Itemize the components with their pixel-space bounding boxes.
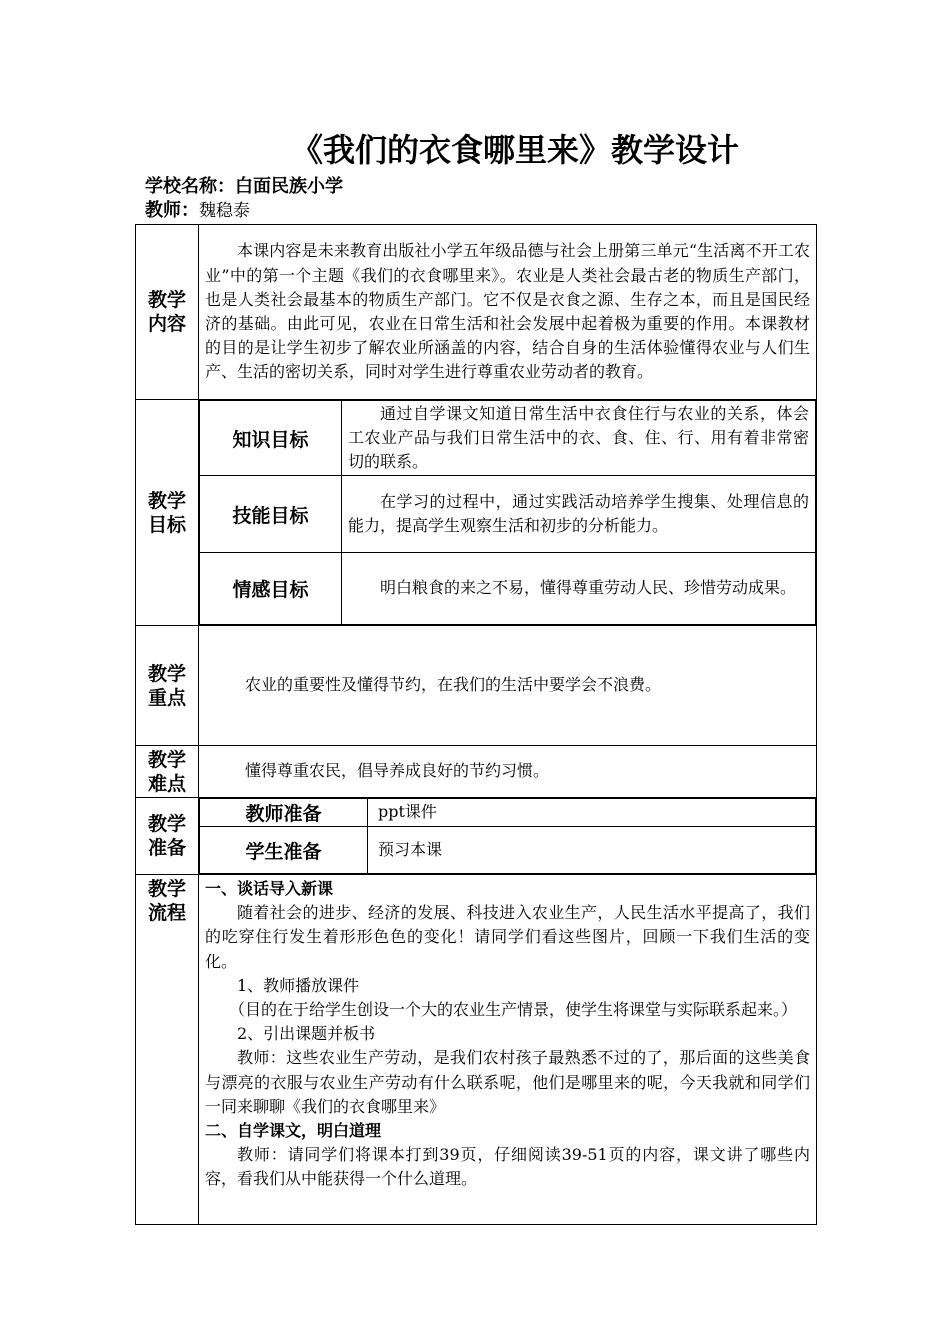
goal-row-emotion [200,553,816,625]
focus-cell [199,626,817,746]
goal-label-skill: 技能目标 [200,476,342,553]
goal-text-knowledge: 通过自学课文知道日常生活中衣食住行与农业的关系，体会工农业产品与我们日常生活中的衣、食、住、行、用有着非常密切的联系。 [348,403,809,472]
teacher-label: 教师： [145,200,199,221]
header-process-text: 教学 流程 [147,878,186,924]
header-goals [136,400,199,626]
school-label: 学校名称： [145,176,235,197]
prep-student-value-cell [368,827,816,874]
difficulty-cell [199,746,817,798]
goal-text-knowledge-cell [342,401,816,476]
page-title: 《我们的衣食哪里来》教学设计 [290,131,739,169]
header-process [136,875,199,1225]
goal-text-emotion-cell [342,553,816,625]
row-process [136,875,817,1225]
prep-teacher-label: 教师准备 [200,799,368,827]
goal-row-knowledge [200,401,816,476]
goal-label-knowledge: 知识目标 [200,401,342,476]
row-content [136,225,817,400]
row-difficulty [136,746,817,798]
prep-student-value: 预习本课 [378,839,443,859]
goal-row-skill [200,476,816,553]
goals-cell [199,400,817,626]
row-prep [136,798,817,875]
prep-teacher-value: ppt课件 [378,802,437,822]
process-line-4: （目的在于给学生创设一个大的农业生产情景，使学生将课堂与实际联系起来。） [229,1000,798,1020]
header-content-text: 教学 内容 [147,289,186,335]
header-focus [136,626,199,746]
header-focus-text: 教学 重点 [147,662,186,709]
process-line-5: 2、引出课题并板书 [237,1024,376,1044]
teacher-name: 魏稳泰 [199,201,250,221]
process-line-7: 二、自学课文，明白道理 [205,1121,382,1141]
prep-table [199,798,816,874]
process-line-1: 一、谈话导入新课 [205,879,334,898]
header-prep-text: 教学 准备 [147,813,186,859]
goal-label-emotion: 情感目标 [200,553,342,625]
content-cell [199,225,817,400]
goal-text-skill-cell [342,476,816,553]
process-line-6: 教师：这些农业生产劳动，是我们农村孩子最熟悉不过的了，那后面的这些美食与漂亮的衣服与农业生产劳动有什么联系呢，他们是哪里来的呢，今天我就和同学们一同来聊聊《我们的衣食哪里来》 [205,1048,810,1116]
prep-row-student [200,827,816,874]
header-difficulty-text: 教学 难点 [147,748,186,795]
process-line-2: 随着社会的进步、经济的发展、科技进入农业生产，人民生活水平提高了，我们的吃穿住行发生着形形色色的变化！请同学们看这些图片，回顾一下我们生活的变化。 [205,903,810,971]
prep-student-label: 学生准备 [200,827,368,874]
header-prep [136,798,199,875]
prep-teacher-value-cell [368,799,816,827]
header-difficulty [136,746,199,798]
difficulty-text: 懂得尊重农民，倡导养成良好的节约习惯。 [245,761,550,781]
process-line-8: 教师：请同学们将课本打到39页，仔细阅读39-51页的内容，课文讲了哪些内容，看我们从中能获得一个什么道理。 [205,1145,810,1189]
lesson-plan-table [135,224,817,1225]
process-line-3: 1、教师播放课件 [237,975,360,995]
header-goals-text: 教学 目标 [147,489,186,536]
header-content [136,225,199,400]
row-focus [136,626,817,746]
row-goals [136,400,817,626]
teacher-line [145,200,250,222]
content-text: 本课内容是未来教育出版社小学五年级品德与社会上册第三单元“生活离不开工农业”中的第一个主题《我们的衣食哪里来》。农业是人类社会最古老的物质生产部门，也是人类社会最基本的物质生产部门。它不仅是衣食之源、生存之本，而且是国民经济的基础。由此可见，农业在日常生活和社会发展中起着极为重要的作用。本课教材的目的是让学生初步了解农业所涵盖的内容，结合自身的生活体验懂得农业与人们生产、生活的密切关系，同时对学生进行尊重农业劳动者的教育。 [205,241,810,382]
school-name: 白面民族小学 [235,176,343,197]
goal-text-emotion: 明白粮食的来之不易，懂得尊重劳动人民、珍惜劳动成果。 [380,578,797,598]
prep-cell [199,798,817,875]
process-cell [199,875,817,1225]
focus-text: 农业的重要性及懂得节约，在我们的生活中要学会不浪费。 [245,675,662,695]
school-line [145,176,343,198]
prep-row-teacher [200,799,816,827]
goal-text-skill: 在学习的过程中，通过实践活动培养学生搜集、处理信息的能力，提高学生观察生活和初步的分析能力。 [348,491,809,535]
goals-table [199,400,816,625]
